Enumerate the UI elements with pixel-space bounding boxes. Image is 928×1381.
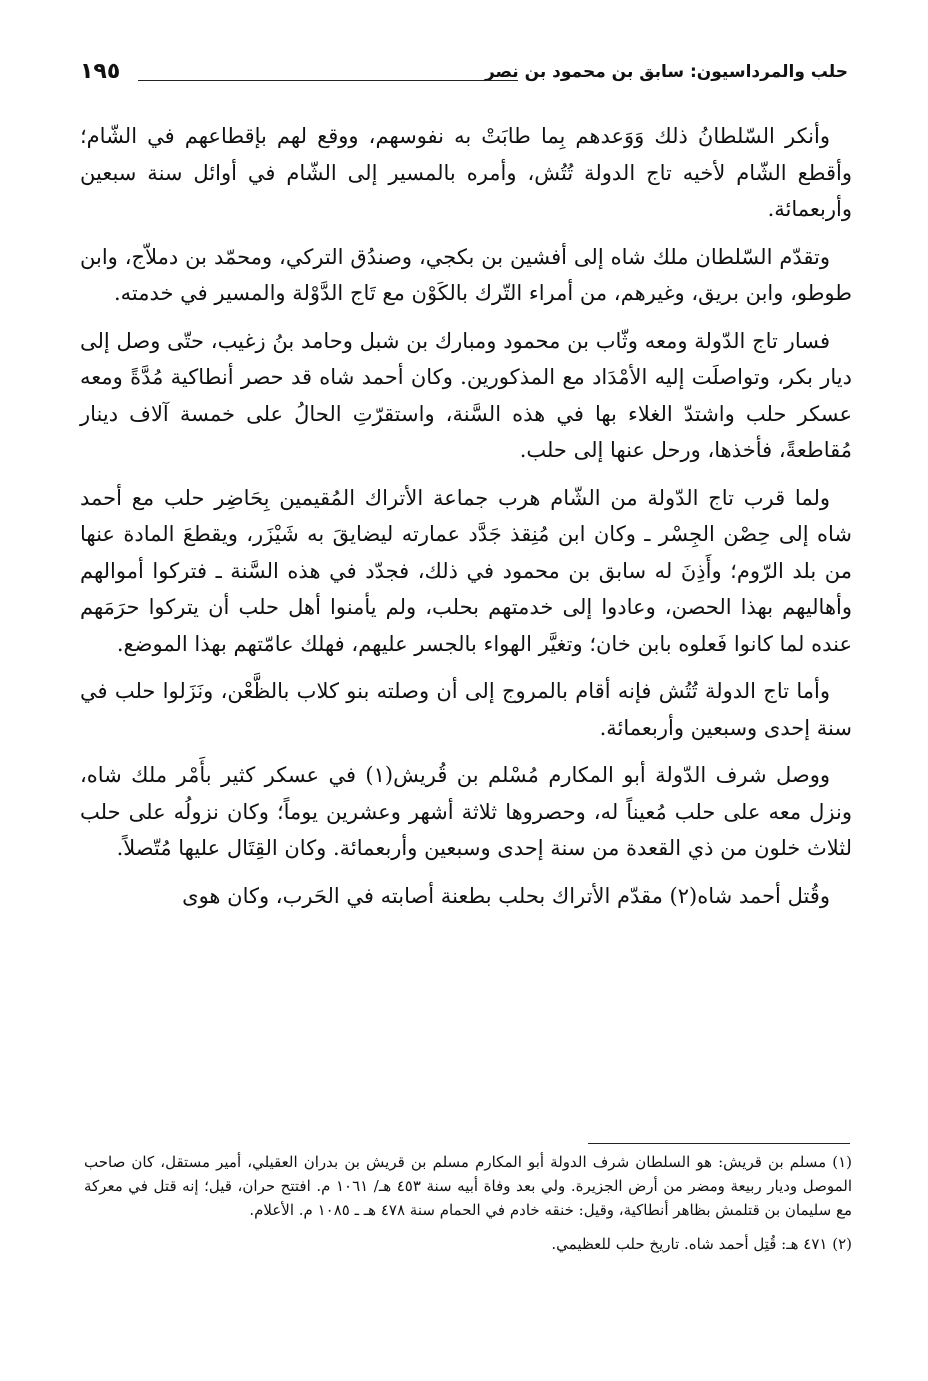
paragraph: ولما قرب تاج الدّولة من الشّام هرب جماعة الأتراك المُقيمين بِحَاضِر حلب مع أحمد شاه إلى حِصْن الجِسْر ـ وكان ابن مُنِقذ جَدَّد عمارته ليضايقَ به شَيْزَر، ويقطعَ المادة عنها من بلد الرّوم؛ وأَذِنَ له سابق بن محمود في ذلك، فجدّد في هذه السَّنة ـ فتركوا أموالهم وأهاليهم بهذا الحصن، وعادوا إلى خدمتهم بحلب، ولم يأمنوا أهل حلب أن يتركوا حرَمَهم عنده لما كانوا فَعلوه بابن خان؛ وتغيَّر الهواء بالجسر عليهم، فهلك عامّتهم بهذا الموضع. xyxy=(80,485,852,656)
page-number: ١٩٥ xyxy=(80,59,121,84)
paragraph: وأما تاج الدولة تُتُش فإنه أقام بالمروج إلى أن وصلته بنو كلاب بالظَّعْن، ونَزَلوا حلب في سنة إحدى وسبعين وأربعمائة. xyxy=(80,679,852,740)
main-text xyxy=(80,118,852,925)
paragraph: وتقدّم السّلطان ملك شاه إلى أفشين بن بكجي، وصندُق التركي، ومحمّد بن دملاّج، وابن طوطو، وابن بريق، وغيرهم، من أمراء التّرك بالكَوْن مع تَاج الدَّوْلة والمسير في خدمته. xyxy=(80,244,852,305)
paragraph: وقُتل أحمد شاه(٢) مقدّم الأتراك بحلب بطعنة أصابته في الحَرب، وكان هوى xyxy=(182,883,830,908)
footnote-separator xyxy=(588,1143,850,1144)
running-title: حلب والمرداسيون: سابق بن محمود بن نصر xyxy=(484,62,848,82)
footnote: (٢) ٤٧١ هـ: قُتِل أحمد شاه. تاريخ حلب للعظيمي. xyxy=(551,1235,852,1253)
header-rule xyxy=(138,80,518,81)
page-header xyxy=(80,58,848,92)
paragraph: ووصل شرف الدّولة أبو المكارم مُسْلم بن قُريش(١) في عسكر كثير بأَمْر ملك شاه، ونزل معه على حلب مُعيناً له، وحصروها ثلاثة أشهر وعشرين يوماً؛ وكان نزولُه على حلب لثلاث خلون من ذي القعدة من سنة إحدى وسبعين وأربعمائة. وكان القِتَال عليها مُتّصلاً. xyxy=(80,763,852,860)
paragraph: وأنكر السّلطانُ ذلك وَوَعدهم بِما طابَتْ به نفوسهم، ووقع لهم بإقطاعهم في الشّام؛ وأقطع الشّام لأخيه تاج الدولة تُتُش، وأمره بالمسير إلى الشّام في أوائل سنة سبعين وأربعمائة. xyxy=(80,124,852,221)
footnotes xyxy=(84,1150,852,1266)
footnote: (١) مسلم بن قريش: هو السلطان شرف الدولة أبو المكارم مسلم بن قريش بن بدران العقيلي، أمير مستقل، كان صاحب الموصل وديار ربيعة ومضر من أرض الجزيرة. ولي بعد وفاة أبيه سنة ٤٥٣ هـ/ ١٠٦١ م. افتتح حران، قيل؛ إنه قتل في معركة مع سليمان بن قتلمش بظاهر أنطاكية، وقيل: خنقه خادم في الحمام سنة ٤٧٨ هـ ـ ١٠٨٥ م. الأعلام. xyxy=(84,1153,852,1219)
paragraph: فسار تاج الدّولة ومعه وثّاب بن محمود ومبارك بن شبل وحامد بنُ زغيب، حتّى وصل إلى ديار بكر، وتواصلَت إليه الأمْدَاد مع المذكورين. وكان أحمد شاه قد حصر أنطاكية مُدَّةً ومعه عسكر حلب واشتدّ الغلاء بها في هذه السَّنة، واستقرّتِ الحالُ على خمسة آلاف دينار مُقاطعةً، فأخذها، ورحل عنها إلى حلب. xyxy=(80,328,852,462)
